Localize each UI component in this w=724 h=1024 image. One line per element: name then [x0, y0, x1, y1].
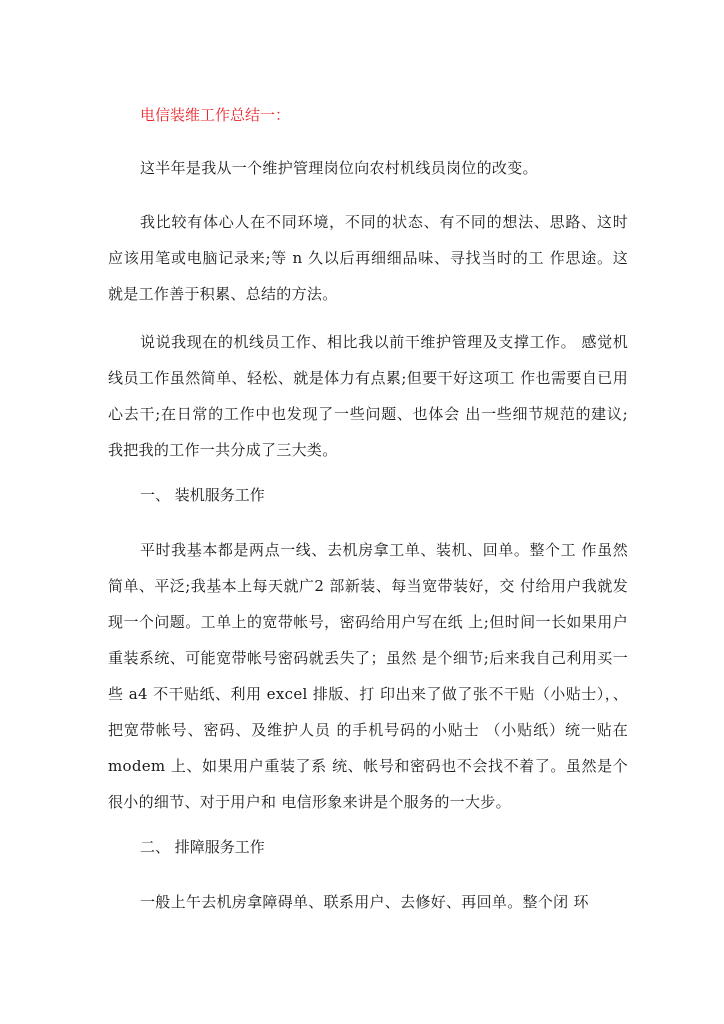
body-paragraph-installation: 平时我基本都是两点一线、去机房拿工单、装机、回单。整个工 作虽然简单、平泛;我基本上每天就广2 部新装、每当宽带装好，交 付给用户我就发现一个问题。工单上的宽带帐号，密码给用户写在纸 上;但时间一长如果用户重装系统、可能宽带帐号密码就丢失了；虽然 是个细节;后来我自己利用买一些 a4 不干贴纸、利用 excel 排版、打 印出来了做了张不干贴（小贴士），、把宽带帐号、密码、及维护人员 的手机号码的小贴士 （小贴纸）统一贴在 modem 上、如果用户重装了系 统、帐号和密码也不会找不着了。虽然是个很小的细节、对于用户和 电信形象来讲是个服务的一大步。 — [108, 541, 628, 811]
body-paragraph-records: 我比较有体心人在不同环境，不同的状态、有不同的想法、思路、这时应该用笔或电脑记录来;等 n 久以后再细细品味、寻找当时的工 作思途。这就是工作善于积累、总结的方法。 — [108, 213, 628, 303]
document-title: 电信装维工作总结一： — [140, 106, 291, 124]
body-paragraph-troubleshooting: 一般上午去机房拿障碍单、联系用户、去修好、再回单。整个闭 环 — [140, 893, 589, 911]
section-title-installation: 一、 装机服务工作 — [140, 486, 265, 504]
intro-paragraph: 这半年是我从一个维护管理岗位向农村机线员岗位的改变。 — [140, 159, 538, 177]
section-title-troubleshooting: 二、 排障服务工作 — [140, 838, 265, 856]
document-page — [108, 100, 628, 932]
body-paragraph-current-work: 说说我现在的机线员工作、相比我以前干维护管理及支撑工作。 感觉机线员工作虽然简单、轻松、就是体力有点累;但要干好这项工 作也需要自已用心去干;在日常的工作中也发现了一些问题、也体会 出一些细节规范的建议;我把我的工作一共分成了三大类。 — [108, 333, 628, 459]
